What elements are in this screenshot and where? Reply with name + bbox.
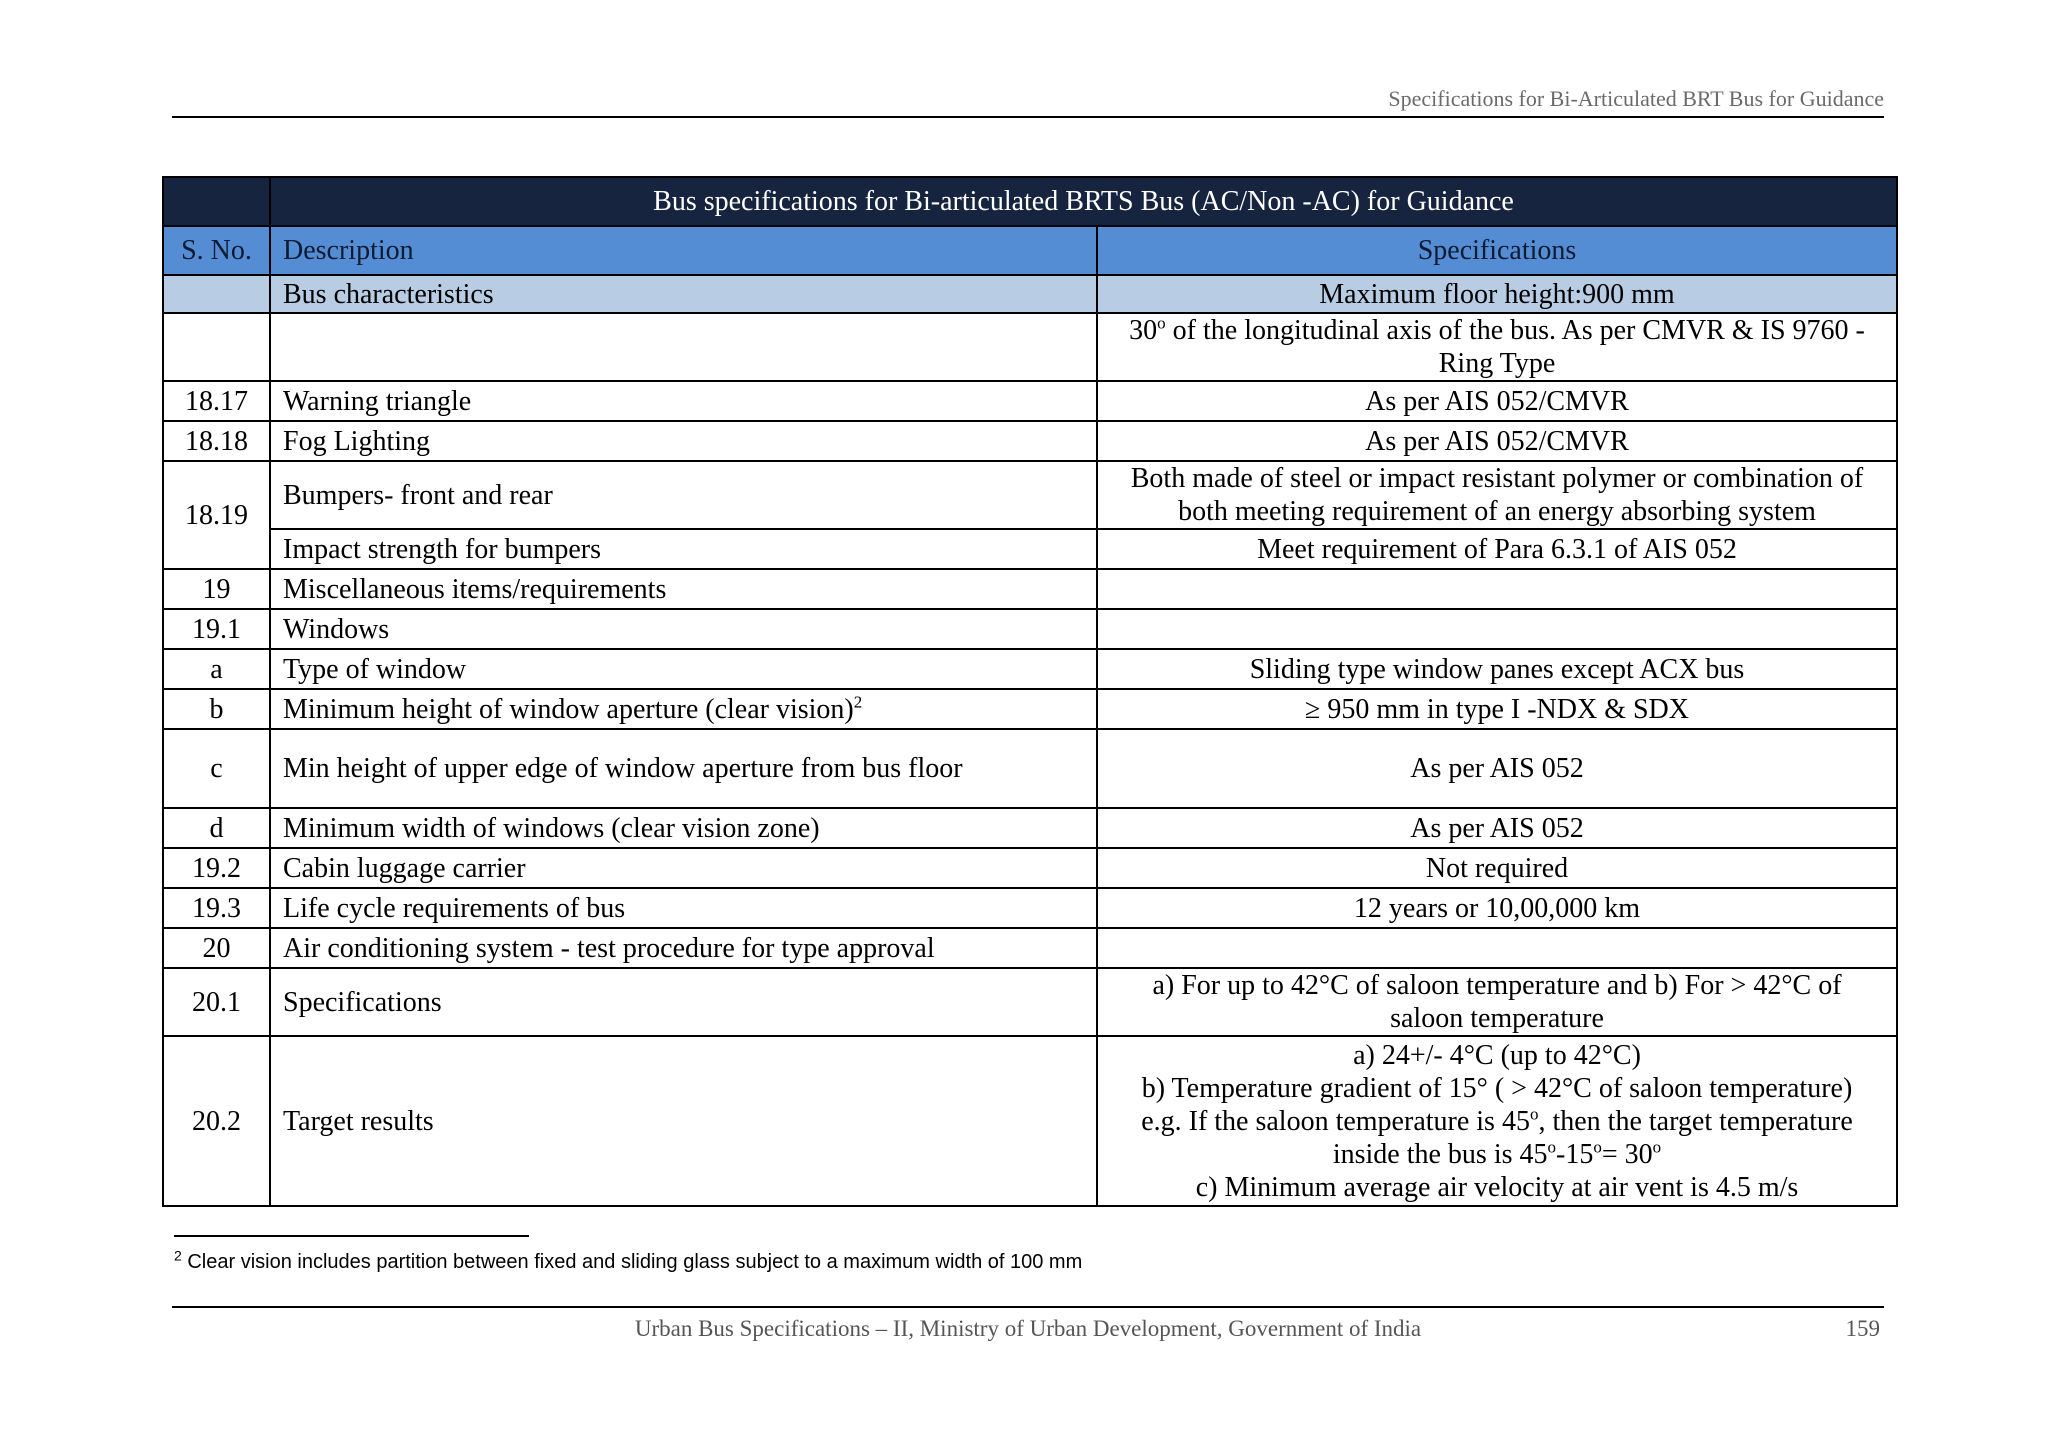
table-row bbox=[163, 569, 1897, 609]
row-description: Bumpers- front and rear bbox=[270, 461, 1097, 529]
row-specification: Sliding type window panes except ACX bus bbox=[1097, 649, 1897, 689]
row-sno: 19 bbox=[163, 569, 270, 609]
row-specification bbox=[1097, 968, 1897, 1036]
column-header-row bbox=[163, 226, 1897, 275]
table-row bbox=[163, 808, 1897, 848]
table-row bbox=[163, 313, 1897, 381]
row-specification bbox=[1097, 609, 1897, 649]
table-row bbox=[163, 968, 1897, 1036]
table-row bbox=[163, 888, 1897, 928]
table-title: Bus specifications for Bi-articulated BRTS Bus (AC/Non -AC) for Guidance bbox=[270, 177, 1897, 226]
table-row bbox=[163, 1036, 1897, 1206]
row-specification: Meet requirement of Para 6.3.1 of AIS 052 bbox=[1097, 529, 1897, 569]
footnote bbox=[174, 1247, 1083, 1274]
row-specification bbox=[1097, 1036, 1897, 1206]
row-description: Specifications bbox=[270, 968, 1097, 1036]
row-description: Impact strength for bumpers bbox=[270, 529, 1097, 569]
section-specification: Maximum floor height:900 mm bbox=[1097, 275, 1897, 313]
row-description: Minimum width of windows (clear vision zone) bbox=[270, 808, 1097, 848]
row-sno: a bbox=[163, 649, 270, 689]
row-description: Windows bbox=[270, 609, 1097, 649]
table-title-row bbox=[163, 177, 1897, 226]
table-row bbox=[163, 381, 1897, 421]
footnote-marker: 2 bbox=[174, 1247, 182, 1264]
footnote-separator bbox=[174, 1235, 529, 1237]
column-header-sno: S. No. bbox=[163, 226, 270, 275]
column-header-specifications: Specifications bbox=[1097, 226, 1897, 275]
spec-line: e.g. If the saloon temperature is 45$^o$, then the target temperature bbox=[1141, 1104, 1853, 1137]
row-description: Fog Lighting bbox=[270, 421, 1097, 461]
row-specification: As per AIS 052/CMVR bbox=[1097, 421, 1897, 461]
spec-line: 30$^o$ of the longitudinal axis of the bus. As per CMVR & IS 9760 - bbox=[1129, 313, 1865, 346]
row-specification: As per AIS 052/CMVR bbox=[1097, 381, 1897, 421]
row-specification: Not required bbox=[1097, 848, 1897, 888]
row-specification bbox=[1097, 569, 1897, 609]
row-specification: 12 years or 10,00,000 km bbox=[1097, 888, 1897, 928]
section-description: Bus characteristics bbox=[270, 275, 1097, 313]
row-sno: 19.2 bbox=[163, 848, 270, 888]
table-row bbox=[163, 689, 1897, 729]
row-sno: 20.2 bbox=[163, 1036, 270, 1206]
row-description: Type of window bbox=[270, 649, 1097, 689]
spec-line: a) 24+/- 4°C (up to 42°C) bbox=[1353, 1039, 1641, 1071]
footer-text: Urban Bus Specifications – II, Ministry of Urban Development, Government of India bbox=[634, 1316, 1422, 1341]
row-specification: As per AIS 052 bbox=[1097, 729, 1897, 808]
table-row bbox=[163, 529, 1897, 569]
column-header-description: Description bbox=[270, 226, 1097, 275]
table-row bbox=[163, 848, 1897, 888]
title-empty-cell bbox=[163, 177, 270, 226]
footnote-ref: 2 bbox=[853, 692, 863, 712]
running-footer bbox=[172, 1306, 1884, 1348]
spec-line: Ring Type bbox=[1438, 348, 1556, 379]
row-specification: ≥ 950 mm in type I -NDX & SDX bbox=[1097, 689, 1897, 729]
table-row bbox=[163, 928, 1897, 968]
row-sno: c bbox=[163, 729, 270, 808]
spec-line: both meeting requirement of an energy absorbing system bbox=[1178, 496, 1816, 527]
row-specification: As per AIS 052 bbox=[1097, 808, 1897, 848]
row-description: Miscellaneous items/requirements bbox=[270, 569, 1097, 609]
row-sno: 20.1 bbox=[163, 968, 270, 1036]
spec-line: Both made of steel or impact resistant polymer or combination of bbox=[1130, 463, 1864, 494]
row-sno: 18.19 bbox=[163, 461, 270, 569]
spec-line: a) For up to 42°C of saloon temperature and b) For > 42°C of bbox=[1152, 970, 1842, 1001]
footnote-text: Clear vision includes partition between fixed and sliding glass subject to a maximum width of 100 mm bbox=[181, 1251, 1083, 1273]
row-description: Air conditioning system - test procedure for type approval bbox=[270, 928, 1097, 968]
table-row bbox=[163, 461, 1897, 529]
row-description: Life cycle requirements of bus bbox=[270, 888, 1097, 928]
spec-line: saloon temperature bbox=[1390, 1003, 1604, 1034]
table-row bbox=[163, 649, 1897, 689]
row-specification bbox=[1097, 313, 1897, 381]
spec-line: c) Minimum average air velocity at air vent is 4.5 m/s bbox=[1195, 1171, 1799, 1203]
row-sno: d bbox=[163, 808, 270, 848]
row-sno bbox=[163, 313, 270, 381]
running-header bbox=[172, 84, 1884, 118]
row-sno: 18.17 bbox=[163, 381, 270, 421]
table-row bbox=[163, 609, 1897, 649]
page-number: 159 bbox=[1845, 1316, 1880, 1341]
row-sno: 19.1 bbox=[163, 609, 270, 649]
section-row bbox=[163, 275, 1897, 313]
spec-line: b) Temperature gradient of 15° ( > 42°C of saloon temperature) bbox=[1141, 1072, 1853, 1104]
specifications-table bbox=[162, 176, 1898, 1207]
row-sno: 20 bbox=[163, 928, 270, 968]
row-description: Min height of upper edge of window aperture from bus floor bbox=[270, 729, 1097, 808]
row-description: Minimum height of window aperture (clear vision)$^2$ bbox=[270, 689, 1097, 729]
row-description bbox=[270, 313, 1097, 381]
spec-line: inside the bus is $45^o-15^o= 30^o$ bbox=[1332, 1137, 1662, 1170]
row-description: Warning triangle bbox=[270, 381, 1097, 421]
row-specification bbox=[1097, 461, 1897, 529]
table-row bbox=[163, 729, 1897, 808]
row-sno: 18.18 bbox=[163, 421, 270, 461]
row-description: Cabin luggage carrier bbox=[270, 848, 1097, 888]
section-sno bbox=[163, 275, 270, 313]
row-sno: 19.3 bbox=[163, 888, 270, 928]
row-description: Target results bbox=[270, 1036, 1097, 1206]
table-row bbox=[163, 421, 1897, 461]
row-sno: b bbox=[163, 689, 270, 729]
row-specification bbox=[1097, 928, 1897, 968]
running-header-title: Specifications for Bi-Articulated BRT Bus for Guidance bbox=[1388, 86, 1884, 111]
